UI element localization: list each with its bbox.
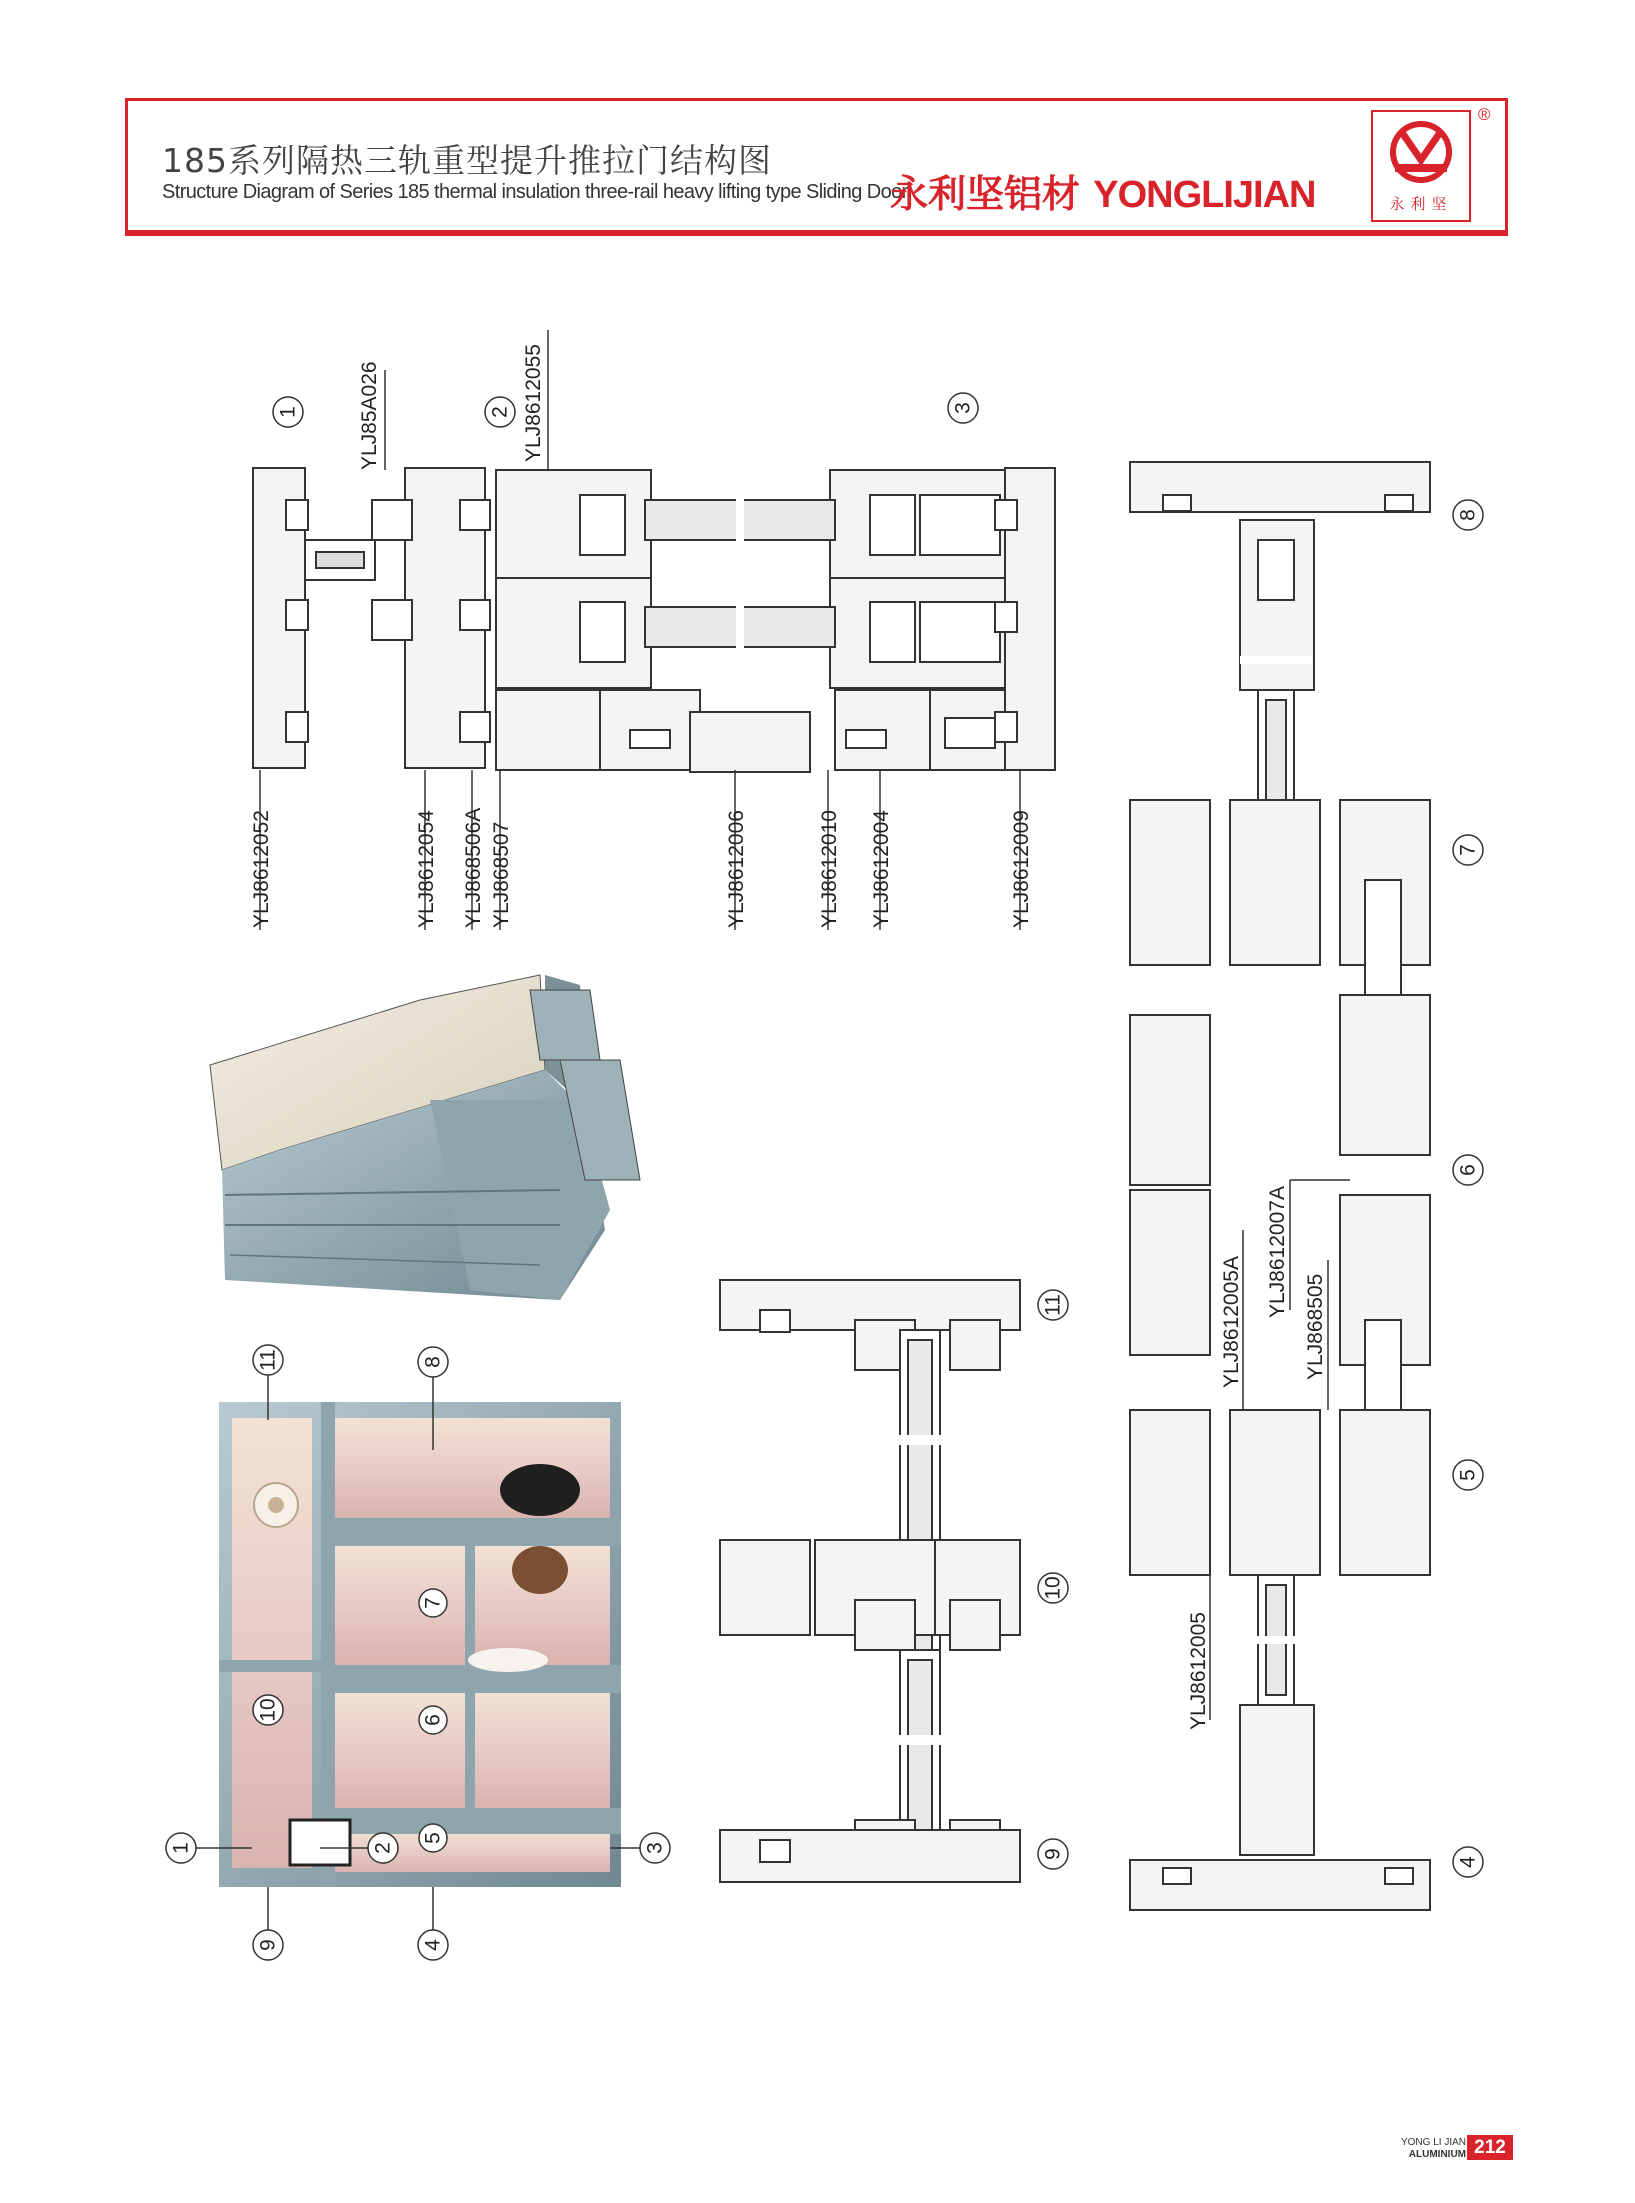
section-number-9: 9 xyxy=(1041,1848,1065,1860)
elev-number-2: 2 xyxy=(371,1842,395,1854)
elev-number-3: 3 xyxy=(643,1842,667,1854)
track-left xyxy=(496,690,606,770)
elev-number-1: 1 xyxy=(169,1842,193,1854)
section-number-8: 8 xyxy=(1456,509,1480,521)
interlock-right-5 xyxy=(1340,1410,1430,1575)
section-number-5: 5 xyxy=(1456,1469,1480,1481)
elev-number-7: 7 xyxy=(421,1597,445,1609)
section-number-4: 4 xyxy=(1456,1856,1480,1868)
label-ylj868505: YLJ868505 xyxy=(1304,1273,1327,1380)
label-ylj8612005a: YLJ8612005A xyxy=(1220,1256,1243,1388)
page-title-en: Structure Diagram of Series 185 thermal insulation three-rail heavy lifting type Sliding Door xyxy=(162,181,908,203)
corner-3d-render xyxy=(210,975,640,1300)
top-profile-labels xyxy=(358,330,548,470)
section-number-2: 2 xyxy=(488,406,512,418)
label-ylj8612006: YLJ8612006 xyxy=(725,810,748,928)
label-ylj8612055: YLJ8612055 xyxy=(522,344,545,462)
transom-10-left xyxy=(720,1540,810,1635)
label-ylj8612052: YLJ8612052 xyxy=(250,810,273,928)
elev-number-4: 4 xyxy=(421,1939,445,1951)
logo-caption: 永利坚 xyxy=(1389,196,1453,213)
vertical-section-middle xyxy=(720,1280,1020,1882)
right-section-numbers xyxy=(1453,500,1483,1877)
vertical-section-right xyxy=(1130,462,1430,1910)
track-middle xyxy=(690,712,810,772)
elev-number-9: 9 xyxy=(256,1939,280,1951)
sash-left-1 xyxy=(496,470,651,580)
footer-brand-line1: YONG LI JIAN xyxy=(1400,2137,1466,2148)
section-number-3: 3 xyxy=(951,402,975,414)
sash-left-2 xyxy=(496,578,651,688)
elev-number-10: 10 xyxy=(256,1698,280,1722)
door-elevation xyxy=(219,1402,621,1887)
registered-mark: ® xyxy=(1478,105,1491,124)
interlock-left-5 xyxy=(1130,1410,1210,1575)
elev-number-6: 6 xyxy=(421,1714,445,1726)
label-ylj8612005: YLJ8612005 xyxy=(1187,1612,1210,1730)
horizontal-section-top xyxy=(253,468,1055,772)
label-ylj868507: YLJ868507 xyxy=(490,821,513,928)
footer-brand xyxy=(1384,2137,1466,2161)
bottom-profile-labels xyxy=(250,770,1033,930)
footer-brand-line2: ALUMINIUM xyxy=(1408,2149,1466,2160)
label-ylj868506a: YLJ868506A xyxy=(462,807,485,928)
label-ylj8612007a: YLJ8612007A xyxy=(1266,1186,1289,1318)
elev-number-5: 5 xyxy=(421,1832,445,1844)
brand-name-cn: 永利坚铝材 xyxy=(890,172,1081,216)
sash-stile-bottom xyxy=(1240,1705,1314,1855)
meeting-stile-6 xyxy=(1130,1015,1210,1185)
brand-name-en: YONGLIJIAN xyxy=(1093,174,1316,216)
elev-number-11: 11 xyxy=(256,1349,280,1371)
label-ylj8612010: YLJ8612010 xyxy=(818,810,841,928)
label-ylj8612004: YLJ8612004 xyxy=(870,810,893,928)
section-number-1: 1 xyxy=(276,406,300,418)
page-number: 212 xyxy=(1467,2135,1513,2160)
section-number-6: 6 xyxy=(1456,1164,1480,1176)
section-number-10: 10 xyxy=(1041,1576,1065,1600)
label-ylj8612009: YLJ8612009 xyxy=(1010,810,1033,928)
section-number-7: 7 xyxy=(1456,844,1480,856)
elev-number-8: 8 xyxy=(421,1356,445,1368)
label-ylj85a026: YLJ85A026 xyxy=(358,361,381,470)
interlock-left-7 xyxy=(1130,800,1210,965)
page-title-cn: 185系列隔热三轨重型提升推拉门结构图 xyxy=(162,141,772,180)
label-ylj8612054: YLJ8612054 xyxy=(415,810,438,928)
section-number-11: 11 xyxy=(1041,1294,1065,1316)
